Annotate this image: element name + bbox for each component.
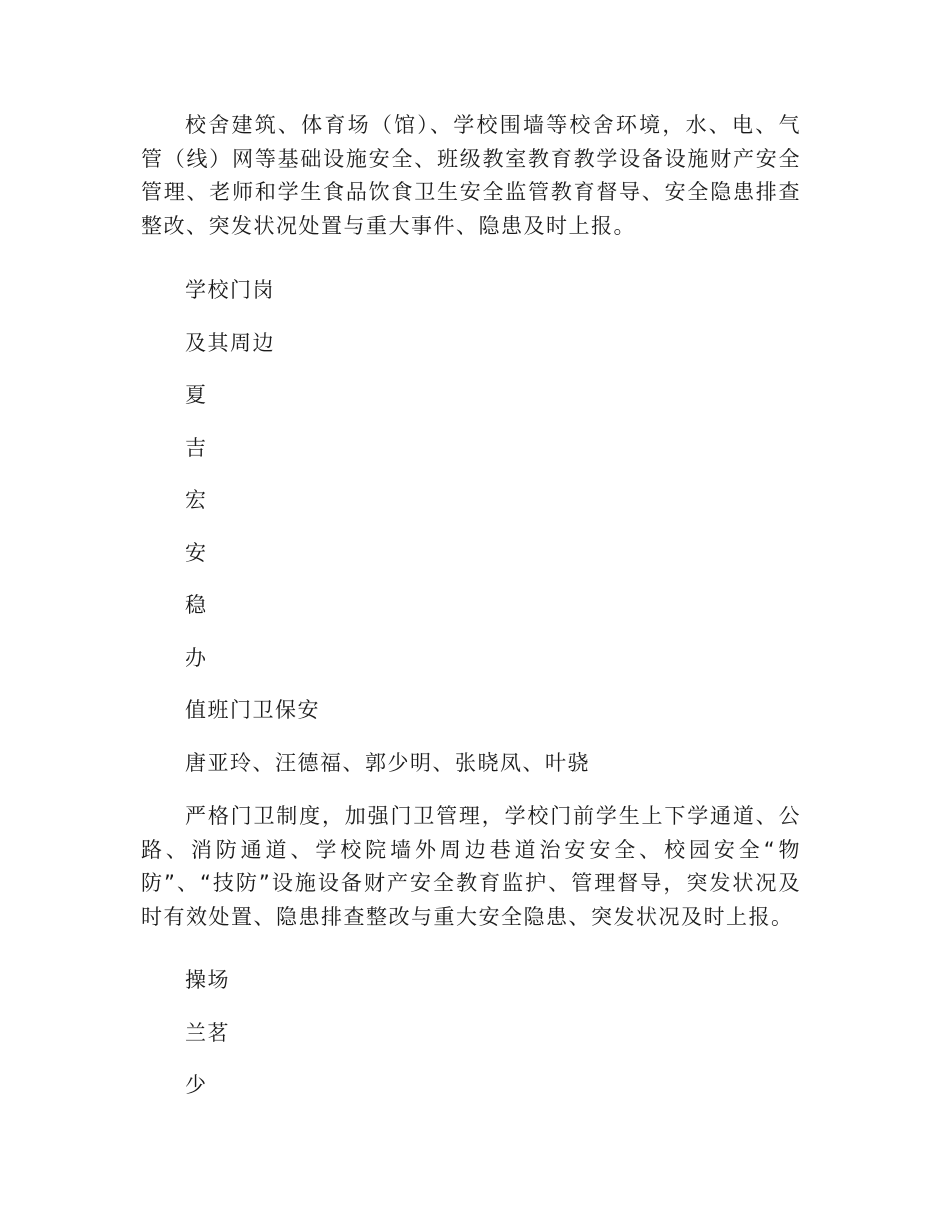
text-line: 值班门卫保安 <box>185 698 320 722</box>
text-line: 安 <box>185 541 208 565</box>
text-line: 唐亚玲、汪德福、郭少明、张晓凤、叶骁 <box>185 751 590 775</box>
paragraph-responsibilities-gate: 严格门卫制度，加强门卫管理，学校门前学生上下学通道、公路、消防通道、学校院墙外周边巷道治安安全、校园安全“物防”、“技防”设施设备财产安全教育监护、管理督导，突发状况及时有效处置、隐患排查整改与重大安全隐患、突发状况及时上报。 <box>141 804 801 929</box>
text-line: 少 <box>185 1073 208 1097</box>
text-line: 学校门岗 <box>185 278 275 302</box>
text-line: 及其周边 <box>185 331 275 355</box>
paragraph-responsibilities-facilities: 校舍建筑、体育场（馆）、学校围墙等校舍环境，水、电、气管（线）网等基础设施安全、班级教室教育教学设备设施财产安全管理、老师和学生食品饮食卫生安全监管教育督导、安全隐患排查整改、突发状况处置与重大事件、隐患及时上报。 <box>141 113 801 238</box>
text-line: 稳 <box>185 593 208 617</box>
text-line: 兰茗 <box>185 1021 230 1045</box>
text-line: 夏 <box>185 383 208 407</box>
text-line: 宏 <box>185 488 208 512</box>
text-line: 办 <box>185 646 208 670</box>
text-line: 吉 <box>185 436 208 460</box>
text-line: 操场 <box>185 968 230 992</box>
